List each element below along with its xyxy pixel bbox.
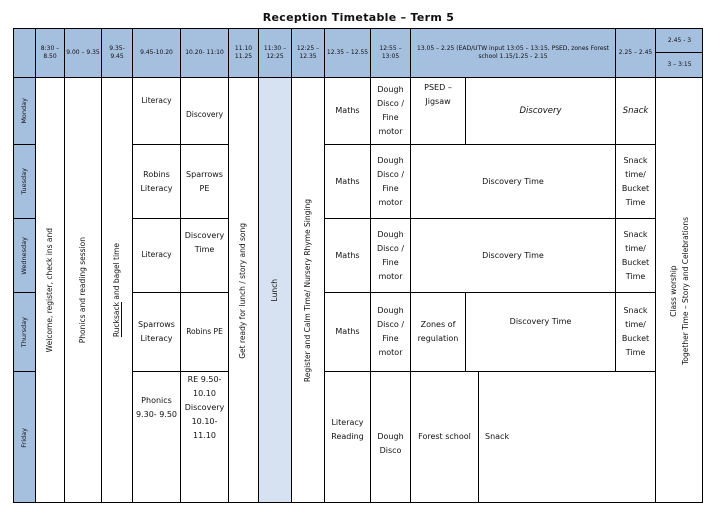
register-column (291, 77, 324, 503)
header-time-6: 11.10 11.25 (228, 28, 258, 77)
monday-snack-text: Snack (622, 105, 649, 116)
day-text: Tuesday (19, 168, 28, 195)
day-text: Thursday (19, 316, 28, 348)
lunch-text: Lunch (269, 279, 279, 302)
header-time-3: 9.35- 9.45 (101, 28, 132, 77)
register-text: Register and Calm Time/ Nursery Rhyme Singing (302, 198, 312, 383)
thursday-sparrows-literacy: Sparrows Literacy (132, 292, 180, 371)
header-time-12: 2.25 – 2.45 (615, 28, 655, 77)
friday-literacy-reading: Literacy Reading (324, 371, 370, 503)
header-time-13b: 3 – 3:15 (655, 52, 703, 77)
header-time-8: 12:25 – 12.35 (291, 28, 324, 77)
friday-forest-school: Forest school (410, 371, 478, 503)
thursday-robins-pe: Robins PE (180, 292, 228, 371)
day-text: Monday (19, 98, 28, 124)
thursday-zones: Zones of regulation (410, 292, 465, 371)
header-time-7: 11:30 – 12:25 (258, 28, 291, 77)
day-text: Friday (19, 427, 28, 448)
header-time-9: 12.35 – 12.55 (324, 28, 370, 77)
page-title: Reception Timetable – Term 5 (262, 11, 455, 24)
tuesday-robins-literacy: Robins Literacy (132, 144, 180, 218)
monday-dough-disco: Dough Disco / Fine motor (370, 77, 410, 144)
rucksack-column (101, 77, 132, 503)
tuesday-sparrows-pe: Sparrows PE (180, 144, 228, 218)
worship-text: Class worship (668, 264, 678, 317)
welcome-column (35, 77, 64, 503)
thursday-maths: Maths (324, 292, 370, 371)
wednesday-discovery-time: Discovery Time (410, 218, 615, 292)
bagel-text: and bagel time (111, 243, 121, 301)
monday-discovery-text: Discovery (519, 105, 562, 116)
wednesday-dough-disco: Dough Disco / Fine motor (370, 218, 410, 292)
monday-snack (615, 77, 655, 144)
header-time-13a: 2.45 - 3 (655, 28, 703, 52)
lunch-column (258, 77, 291, 503)
tuesday-discovery-time: Discovery Time (410, 144, 615, 218)
timetable-grid (13, 28, 703, 503)
day-label (13, 77, 35, 144)
thursday-snack: Snack time/ Bucket Time (615, 292, 655, 371)
get-ready-text: Get ready for lunch / story and song (238, 222, 248, 359)
friday-dough-disco: Dough Disco (370, 371, 410, 503)
wednesday-maths: Maths (324, 218, 370, 292)
friday-snack: Snack (478, 371, 655, 503)
phonics-column (64, 77, 101, 503)
monday-psed: PSED – Jigsaw (410, 77, 465, 144)
header-time-2: 9.00 – 9.35 (64, 28, 101, 77)
monday-discovery-block (465, 77, 615, 144)
day-label (13, 144, 35, 218)
day-label (13, 371, 35, 503)
header-time-4: 9.45-10.20 (132, 28, 180, 77)
rucksack-text: Rucksack (111, 302, 121, 338)
tuesday-maths: Maths (324, 144, 370, 218)
wednesday-discovery: Discovery Time (180, 218, 228, 292)
phonics-text: Phonics and reading session (77, 237, 87, 344)
header-time-5: 10.20- 11:10 (180, 28, 228, 77)
monday-literacy: Literacy (132, 77, 180, 144)
together-time-text: Together Time – Story and Celebrations (680, 216, 690, 365)
wednesday-literacy: Literacy (132, 218, 180, 292)
friday-re-discovery: RE 9.50- 10.10 Discovery 10.10- 11.10 (180, 371, 228, 503)
get-ready-column (228, 77, 258, 503)
thursday-dough-disco: Dough Disco / Fine motor (370, 292, 410, 371)
monday-discovery: Discovery (180, 77, 228, 144)
day-label (13, 292, 35, 371)
tuesday-dough-disco: Dough Disco / Fine motor (370, 144, 410, 218)
welcome-text: Welcome, register, check ins and (44, 228, 54, 353)
corner-cell (13, 28, 35, 77)
wednesday-snack: Snack time/ Bucket Time (615, 218, 655, 292)
day-text: Wednesday (19, 236, 28, 275)
header-time-10: 12:55 – 13:05 (370, 28, 410, 77)
tuesday-snack: Snack time/ Bucket Time (615, 144, 655, 218)
worship-column (655, 77, 703, 503)
header-time-11: 13.05 – 2.25 (EAD/UTW input 13:05 – 13:15, PSED, zones Forest school 1.15/1.25 - 2.15 (410, 28, 615, 77)
monday-maths: Maths (324, 77, 370, 144)
day-label (13, 218, 35, 292)
header-time-1: 8:30 – 8.50 (35, 28, 64, 77)
thursday-discovery-time: Discovery Time (465, 292, 615, 371)
friday-phonics: Phonics 9.30- 9.50 (132, 371, 180, 503)
